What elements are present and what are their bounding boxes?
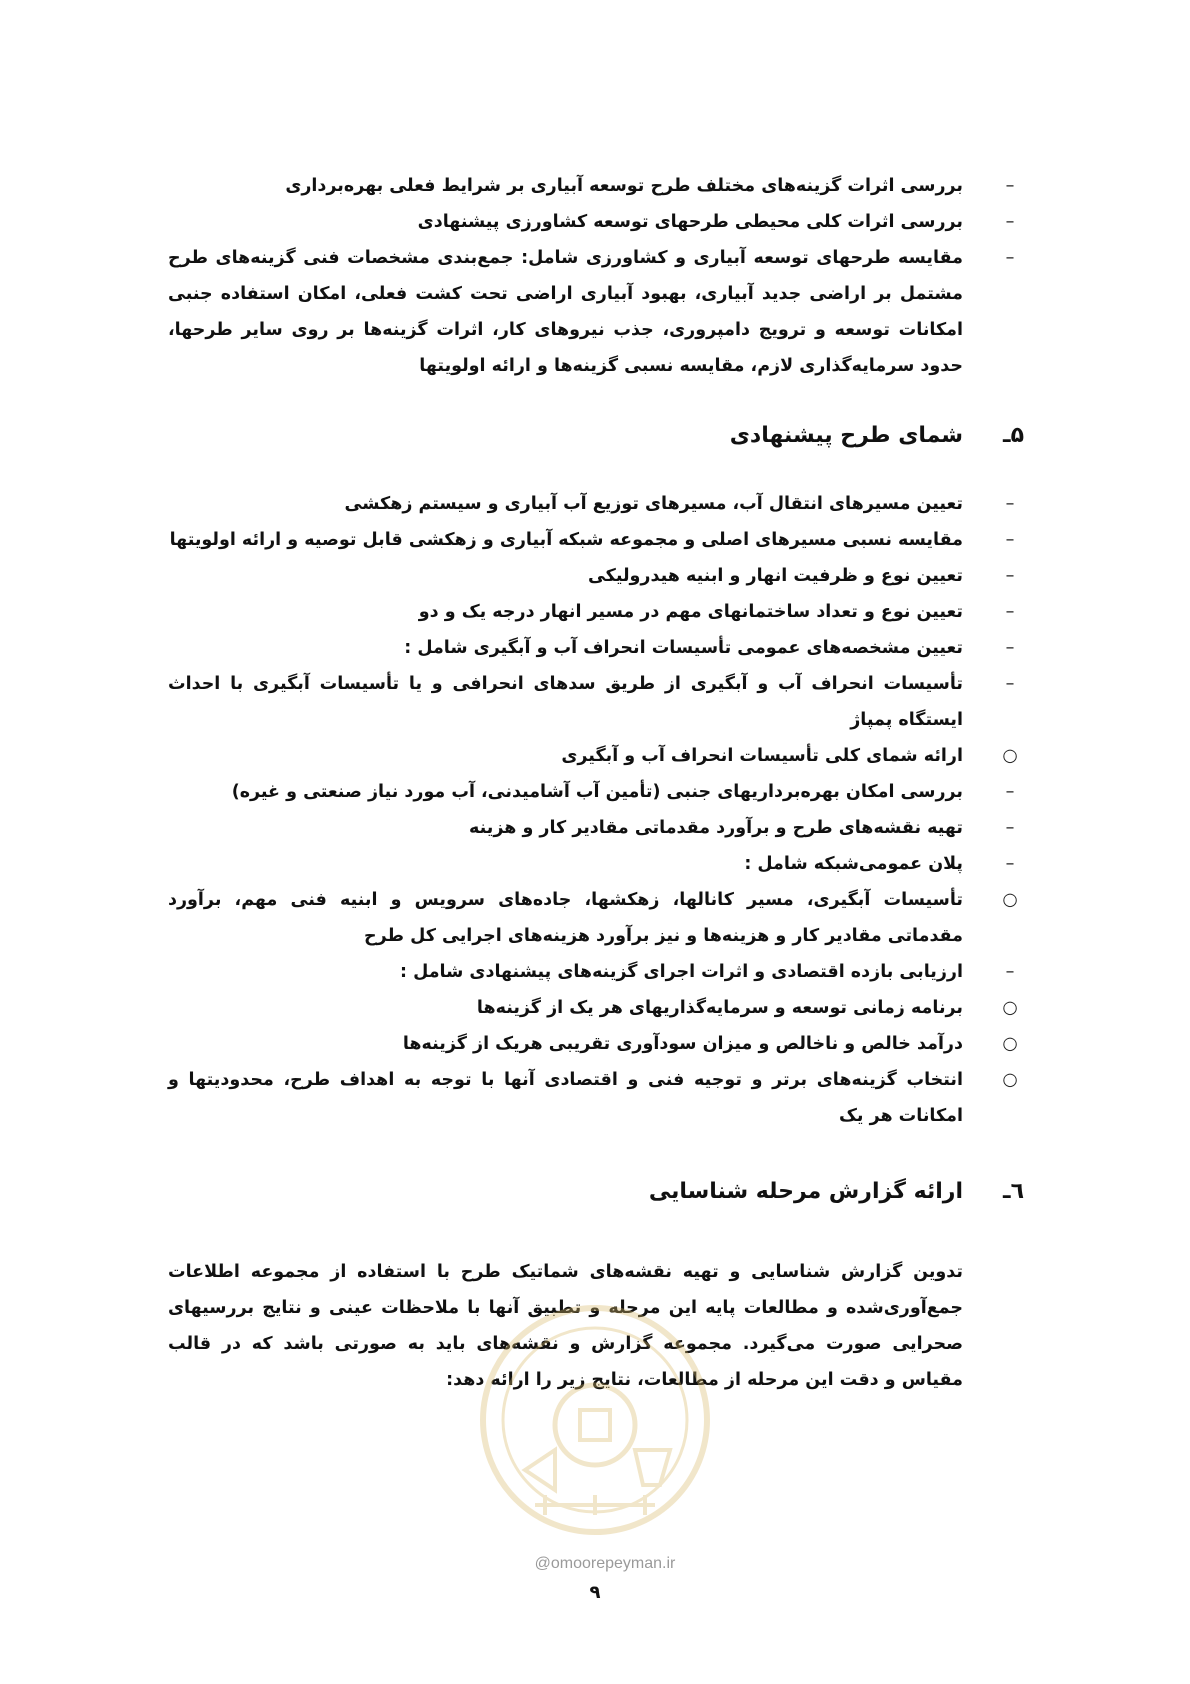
section-6-paragraph: تدوین گزارش شناسایی و تهیه نقشه‌های شماتیک طرح با استفاده از مجموعه اطلاعات جمع‌آوری‌شده و مطالعات پایه این مرحله و تطبیق آنها با ملاحظات عینی و نتایج بررسیهای صحرایی صورت می‌گیرد. مجموعه گزارش و نقشه‌های باید به صورتی باشد که در قالب مقیاس و دقت این مرحله از مطالعات، نتایج زیر را ارائه دهد: [168, 1262, 963, 1390]
watermark-url: @omoorepeyman.ir [534, 1555, 676, 1572]
dash-bullet-icon: – [1005, 674, 1015, 694]
section-6-heading [168, 1172, 1038, 1212]
circle-bullet-icon: ○ [1002, 998, 1018, 1018]
section-5-list [168, 486, 1038, 1134]
list-item-text: تعیین مسیرهای انتقال آب، مسیرهای توزیع آب آبیاری و سیستم زهکشی [344, 494, 963, 514]
dash-bullet-icon: – [1005, 248, 1015, 268]
list-item [168, 954, 1038, 990]
list-item-text: مقایسه نسبی مسیرهای اصلی و مجموعه شبکه آبیاری و زهکشی قابل توصیه و ارائه اولویتها [169, 530, 963, 550]
list-item-text: بررسی اثرات گزینه‌های مختلف طرح توسعه آبیاری بر شرایط فعلی بهره‌برداری [285, 176, 963, 196]
list-item-text: بررسی امکان بهره‌برداریهای جنبی (تأمین آب آشامیدنی، آب مورد نیاز صنعتی و غیره) [231, 782, 963, 802]
list-item [168, 990, 1038, 1026]
list-item [168, 810, 1038, 846]
list-item [168, 774, 1038, 810]
list-item-text: ارائه شمای کلی تأسیسات انحراف آب و آبگیری [561, 746, 963, 766]
list-item-text: تعیین نوع و ظرفیت انهار و ابنیه هیدرولیکی [587, 566, 963, 586]
list-item [168, 204, 1038, 240]
list-item-text: تأسیسات آبگیری، مسیر کانالها، زهکشها، جاده‌های سرویس و ابنیه فنی مهم، برآورد مقدماتی مقادیر کار و هزینه‌ها و نیز برآورد هزینه‌های اجرایی کل طرح [168, 890, 963, 946]
section-6-title: ارائه گزارش مرحله شناسایی [648, 1179, 963, 1204]
intro-list [168, 168, 1038, 384]
dash-bullet-icon: – [1005, 566, 1015, 586]
list-item-text: تأسیسات انحراف آب و آبگیری از طریق سدهای انحرافی و یا تأسیسات آبگیری با احداث ایستگاه پمپاژ [168, 674, 963, 730]
dash-bullet-icon: – [1005, 494, 1015, 514]
dash-bullet-icon: – [1005, 962, 1015, 982]
list-item [168, 630, 1038, 666]
dash-bullet-icon: – [1005, 212, 1015, 232]
list-item [168, 666, 1038, 738]
list-item-text: مقایسه طرحهای توسعه آبیاری و کشاورزی شامل: جمع‌بندی مشخصات فنی گزینه‌های طرح مشتمل بر اراضی جدید آبیاری، بهبود آبیاری اراضی تحت کشت فعلی، امکان استفاده جنبی امکانات توسعه و ترویج دامپروری، جذب نیروهای کار، اثرات گزینه‌ها بر روی سایر طرحها، حدود سرمایه‌گذاری لازم، مقایسه نسبی گزینه‌ها و ارائه اولویتها [168, 248, 963, 376]
list-item-text: پلان عمومی‌شبکه شامل : [744, 854, 963, 874]
list-item [168, 486, 1038, 522]
list-item [168, 1026, 1038, 1062]
list-item [168, 522, 1038, 558]
dash-bullet-icon: – [1005, 854, 1015, 874]
dash-bullet-icon: – [1005, 530, 1015, 550]
list-item [168, 882, 1038, 954]
list-item-text: درآمد خالص و ناخالص و میزان سودآوری تقریبی هریک از گزینه‌ها [402, 1034, 963, 1054]
list-item [168, 168, 1038, 204]
list-item [168, 846, 1038, 882]
section-5-heading [168, 416, 1038, 456]
list-item-text: برنامه زمانی توسعه و سرمایه‌گذاریهای هر یک از گزینه‌ها [476, 998, 963, 1018]
list-item-text: تهیه نقشه‌های طرح و برآورد مقدماتی مقادیر کار و هزینه [469, 818, 963, 838]
list-item-text: تعیین نوع و تعداد ساختمانهای مهم در مسیر انهار درجه یک و دو [418, 602, 963, 622]
circle-bullet-icon: ○ [1002, 1070, 1018, 1090]
page-number: ۹ [589, 1582, 601, 1603]
list-item [168, 558, 1038, 594]
list-item [168, 1062, 1038, 1134]
list-item-text: تعیین مشخصه‌های عمومی تأسیسات انحراف آب و آبگیری شامل : [404, 638, 963, 658]
list-item-text: بررسی اثرات کلی محیطی طرحهای توسعه کشاورزی پیشنهادی [417, 212, 963, 232]
circle-bullet-icon: ○ [1002, 890, 1018, 910]
dash-bullet-icon: – [1005, 818, 1015, 838]
circle-bullet-icon: ○ [1002, 746, 1018, 766]
page-content [168, 168, 1038, 1398]
list-item-text: ارزیابی بازده اقتصادی و اثرات اجرای گزینه‌های پیشنهادی شامل : [400, 962, 963, 982]
list-item [168, 594, 1038, 630]
dash-bullet-icon: – [1005, 176, 1015, 196]
list-item [168, 240, 1038, 384]
dash-bullet-icon: – [1005, 782, 1015, 802]
dash-bullet-icon: – [1005, 638, 1015, 658]
circle-bullet-icon: ○ [1002, 1034, 1018, 1054]
list-item-text: انتخاب گزینه‌های برتر و توجیه فنی و اقتصادی آنها با توجه به اهداف طرح، محدودیتها و امکانات هر یک [168, 1070, 963, 1126]
section-5-title: شمای طرح پیشنهادی [729, 423, 963, 448]
dash-bullet-icon: – [1005, 602, 1015, 622]
section-5-number: ۵ـ [1003, 423, 1024, 448]
list-item [168, 738, 1038, 774]
section-6-number: ٦ـ [1003, 1179, 1024, 1204]
